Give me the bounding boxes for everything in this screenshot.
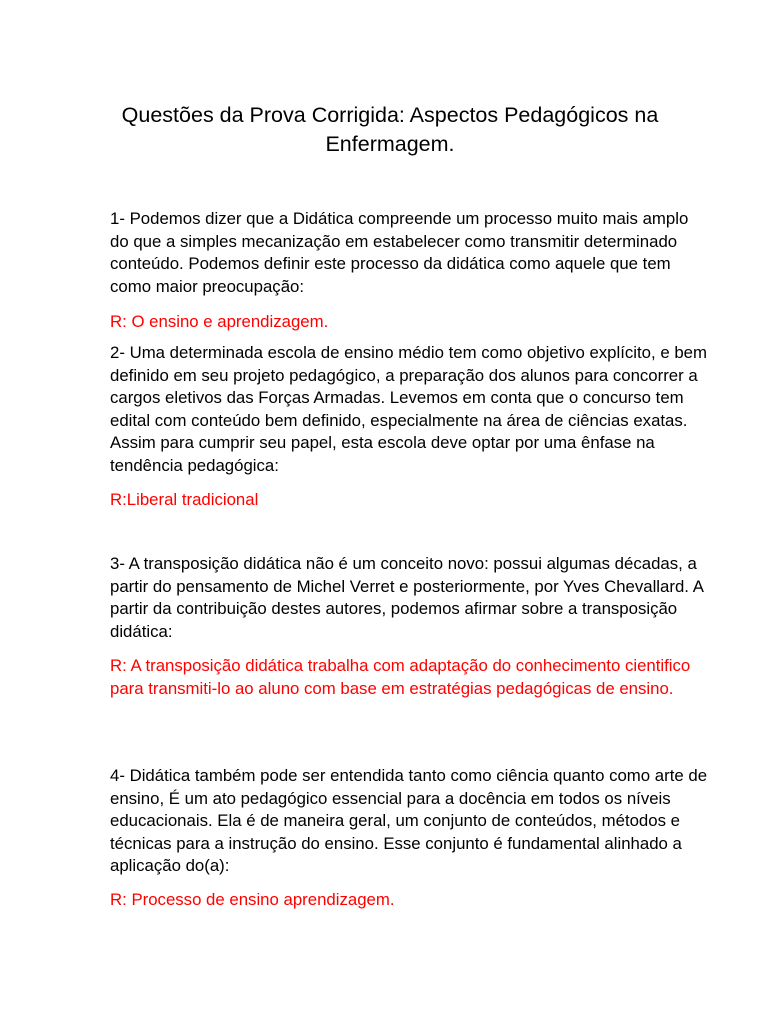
answer-1-text: R: O ensino e aprendizagem. (110, 312, 329, 331)
answer-2-text: R:Liberal tradicional (110, 490, 259, 509)
question-2-text: 2- Uma determinada escola de ensino médio tem como objetivo explícito, e bem definido em seu projeto pedagógico, a preparação dos alunos para concorrer a cargos eletivos das Forças Armadas. Levemos em conta que o concurso tem edital com conteúdo bem definido, especialmente na área de ciências exatas. Assim para cumprir seu papel, esta escola deve optar por uma ênfase na tendência pedagógica: (110, 343, 707, 475)
question-4-text: 4- Didática também pode ser entendida tanto como ciência quanto como arte de ensino, É um ato pedagógico essencial para a docência em todos os níveis educacionais. Ela é de maneira geral, um conjunto de conteúdos, métodos e técnicas para a instrução do ensino. Esse conjunto é fundamental alinhado a aplicação do(a): (110, 766, 708, 875)
answer-3-text: R: A transposição didática trabalha com adaptação do conhecimento cientifico para transmiti-lo ao aluno com base em estratégias pedagógicas de ensino. (110, 656, 691, 698)
document-title: Questões da Prova Corrigida: Aspectos Pedagógicos na Enfermagem. (121, 103, 659, 156)
answer-4-text: R: Processo de ensino aprendizagem. (110, 890, 395, 909)
question-3-text: 3- A transposição didática não é um conceito novo: possui algumas décadas, a partir do pensamento de Michel Verret e posteriormente, por Yves Chevallard. A partir da contribuição destes autores, podemos afirmar sobre a transposição didática: (110, 554, 703, 641)
question-1-text: 1- Podemos dizer que a Didática compreende um processo muito mais amplo do que a simples mecanização em estabelecer como transmitir determinado conteúdo. Podemos definir este processo da didática como aquele que tem como maior preocupação: (110, 209, 689, 296)
